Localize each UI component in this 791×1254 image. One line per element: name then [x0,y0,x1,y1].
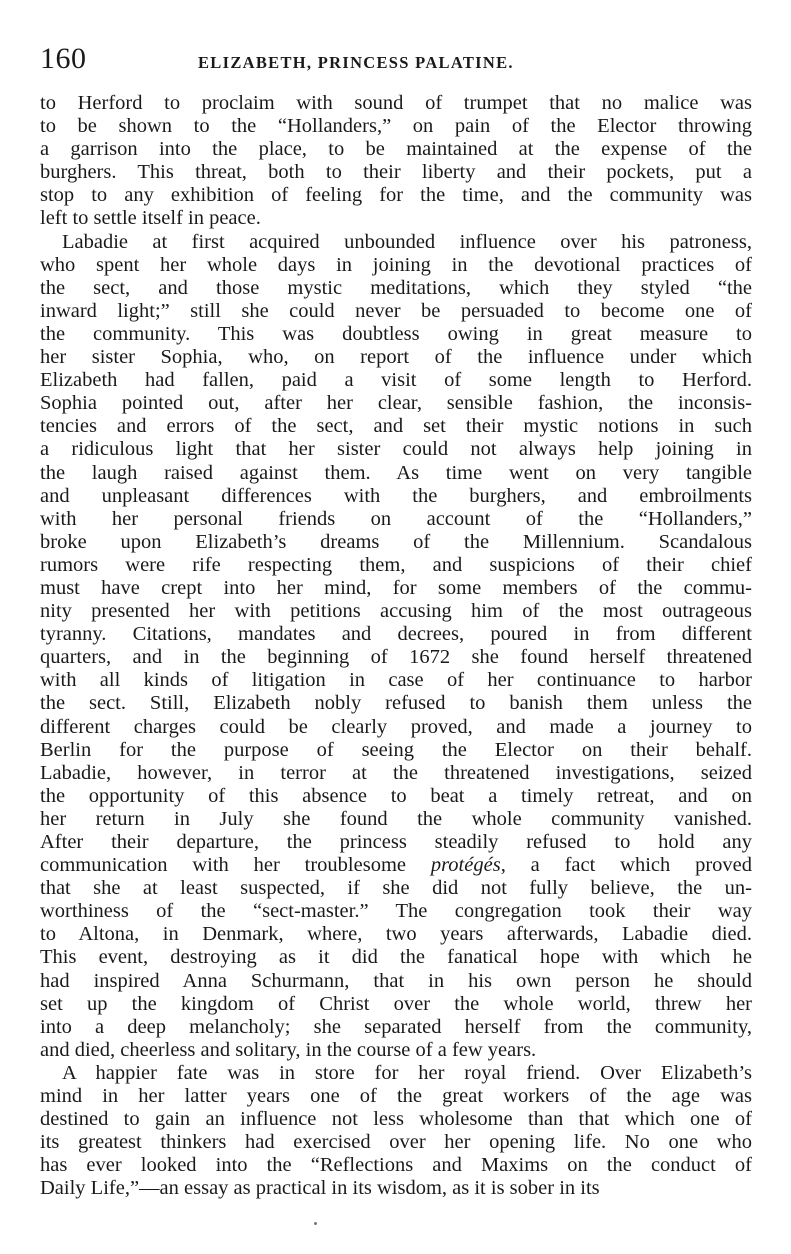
text-line: with her personal friends on account of the “Hollanders,” [40,507,752,530]
text-line: destined to gain an influence not less wholesome than that which one of [40,1108,752,1131]
text-line: has ever looked into the “Reflections and Maxims on the conduct of [40,1154,752,1177]
text-line: and unpleasant differences with the burghers, and embroilments [40,484,752,507]
text-line: A happier fate was in store for her royal friend. Over Elizabeth’s [62,1061,752,1084]
text-line: who spent her whole days in joining in the devotional practices of [40,253,752,276]
text-line: Sophia pointed out, after her clear, sensible fashion, the inconsis- [40,392,752,415]
running-head [40,38,752,78]
text-line: set up the kingdom of Christ over the whole world, threw her [40,992,752,1015]
text-line: This event, destroying as it did the fanatical hope with which he [40,946,752,969]
text-line: a ridiculous light that her sister could not always help joining in [40,438,752,461]
text-line: After their departure, the princess steadily refused to hold any [40,831,752,853]
text-line: the sect. Still, Elizabeth nobly refused to banish them unless the [40,692,752,715]
text-line: with all kinds of litigation in case of her continuance to harbor [40,669,752,692]
text-line: broke upon Elizabeth’s dreams of the Millennium. Scandalous [40,530,752,553]
text-line: a garrison into the place, to be maintained at the expense of the [40,138,752,161]
text-line: different charges could be clearly proved, and made a journey to [40,715,752,738]
text-line: the community. This was doubtless owing in great measure to [40,322,752,345]
text-line: tencies and errors of the sect, and set their mystic notions in such [40,415,752,438]
text-line: tyranny. Citations, mandates and decrees, poured in from different [40,623,752,646]
page-number: 160 [40,42,87,75]
text-line: communication with her troublesome protégés, a fact which proved [40,854,752,877]
text-line: rumors were rife respecting them, and suspicions of their chief [40,553,752,576]
text-line: quarters, and in the beginning of 1672 she found herself threatened [40,646,752,669]
text-line: inward light;” still she could never be persuaded to become one of [40,299,752,322]
text-line: Labadie, however, in terror at the threatened investigations, seized [40,761,752,784]
text-line: must have crept into her mind, for some members of the commu- [40,576,752,599]
text-line: Daily Life,”—an essay as practical in its wisdom, as it is sober in its [40,1177,600,1200]
body-text [40,92,752,1201]
text-line: Labadie at first acquired unbounded influence over his patroness, [62,230,752,253]
text-line: mind in her latter years one of the great workers of the age was [40,1085,752,1108]
text-line: to Altona, in Denmark, where, two years afterwards, Labadie died. [40,923,752,946]
text-line: stop to any exhibition of feeling for the time, and the community was [40,184,752,207]
text-line: worthiness of the “sect-master.” The congregation took their way [40,900,752,923]
printer-mark [314,1222,317,1225]
text-line: the laugh raised against them. As time went on very tangible [40,461,752,484]
paragraph [40,1062,752,1201]
text-line: Elizabeth had fallen, paid a visit of some length to Herford. [40,369,752,392]
text-line: her return in July she found the whole community vanished. [40,807,752,830]
text-line: that she at least suspected, if she did not fully believe, the un- [40,877,752,900]
text-line: and died, cheerless and solitary, in the course of a few years. [40,1038,537,1061]
text-line: the sect, and those mystic meditations, which they styled “the [40,276,752,299]
text-line: into a deep melancholy; she separated herself from the community, [40,1015,752,1038]
text-line: her sister Sophia, who, on report of the influence under which [40,346,752,369]
text-line: nity presented her with petitions accusing him of the most outrageous [40,600,752,623]
text-line: burghers. This threat, both to their liberty and their pockets, put a [40,161,752,184]
text-line: the opportunity of this absence to beat a timely retreat, and on [40,784,752,807]
text-line: left to settle itself in peace. [40,207,261,230]
text-line: Berlin for the purpose of seeing the Elector on their behalf. [40,738,752,761]
text-line: had inspired Anna Schurmann, that in his own person he should [40,969,752,992]
italic-word: protégés [430,854,501,877]
paragraph [40,92,752,231]
paragraph [40,231,752,1062]
text-line: to be shown to the “Hollanders,” on pain of the Elector throwing [40,115,752,138]
running-title: ELIZABETH, PRINCESS PALATINE. [198,53,514,72]
text-line: to Herford to proclaim with sound of trumpet that no malice was [40,92,752,114]
text-line: its greatest thinkers had exercised over her opening life. No one who [40,1131,752,1154]
